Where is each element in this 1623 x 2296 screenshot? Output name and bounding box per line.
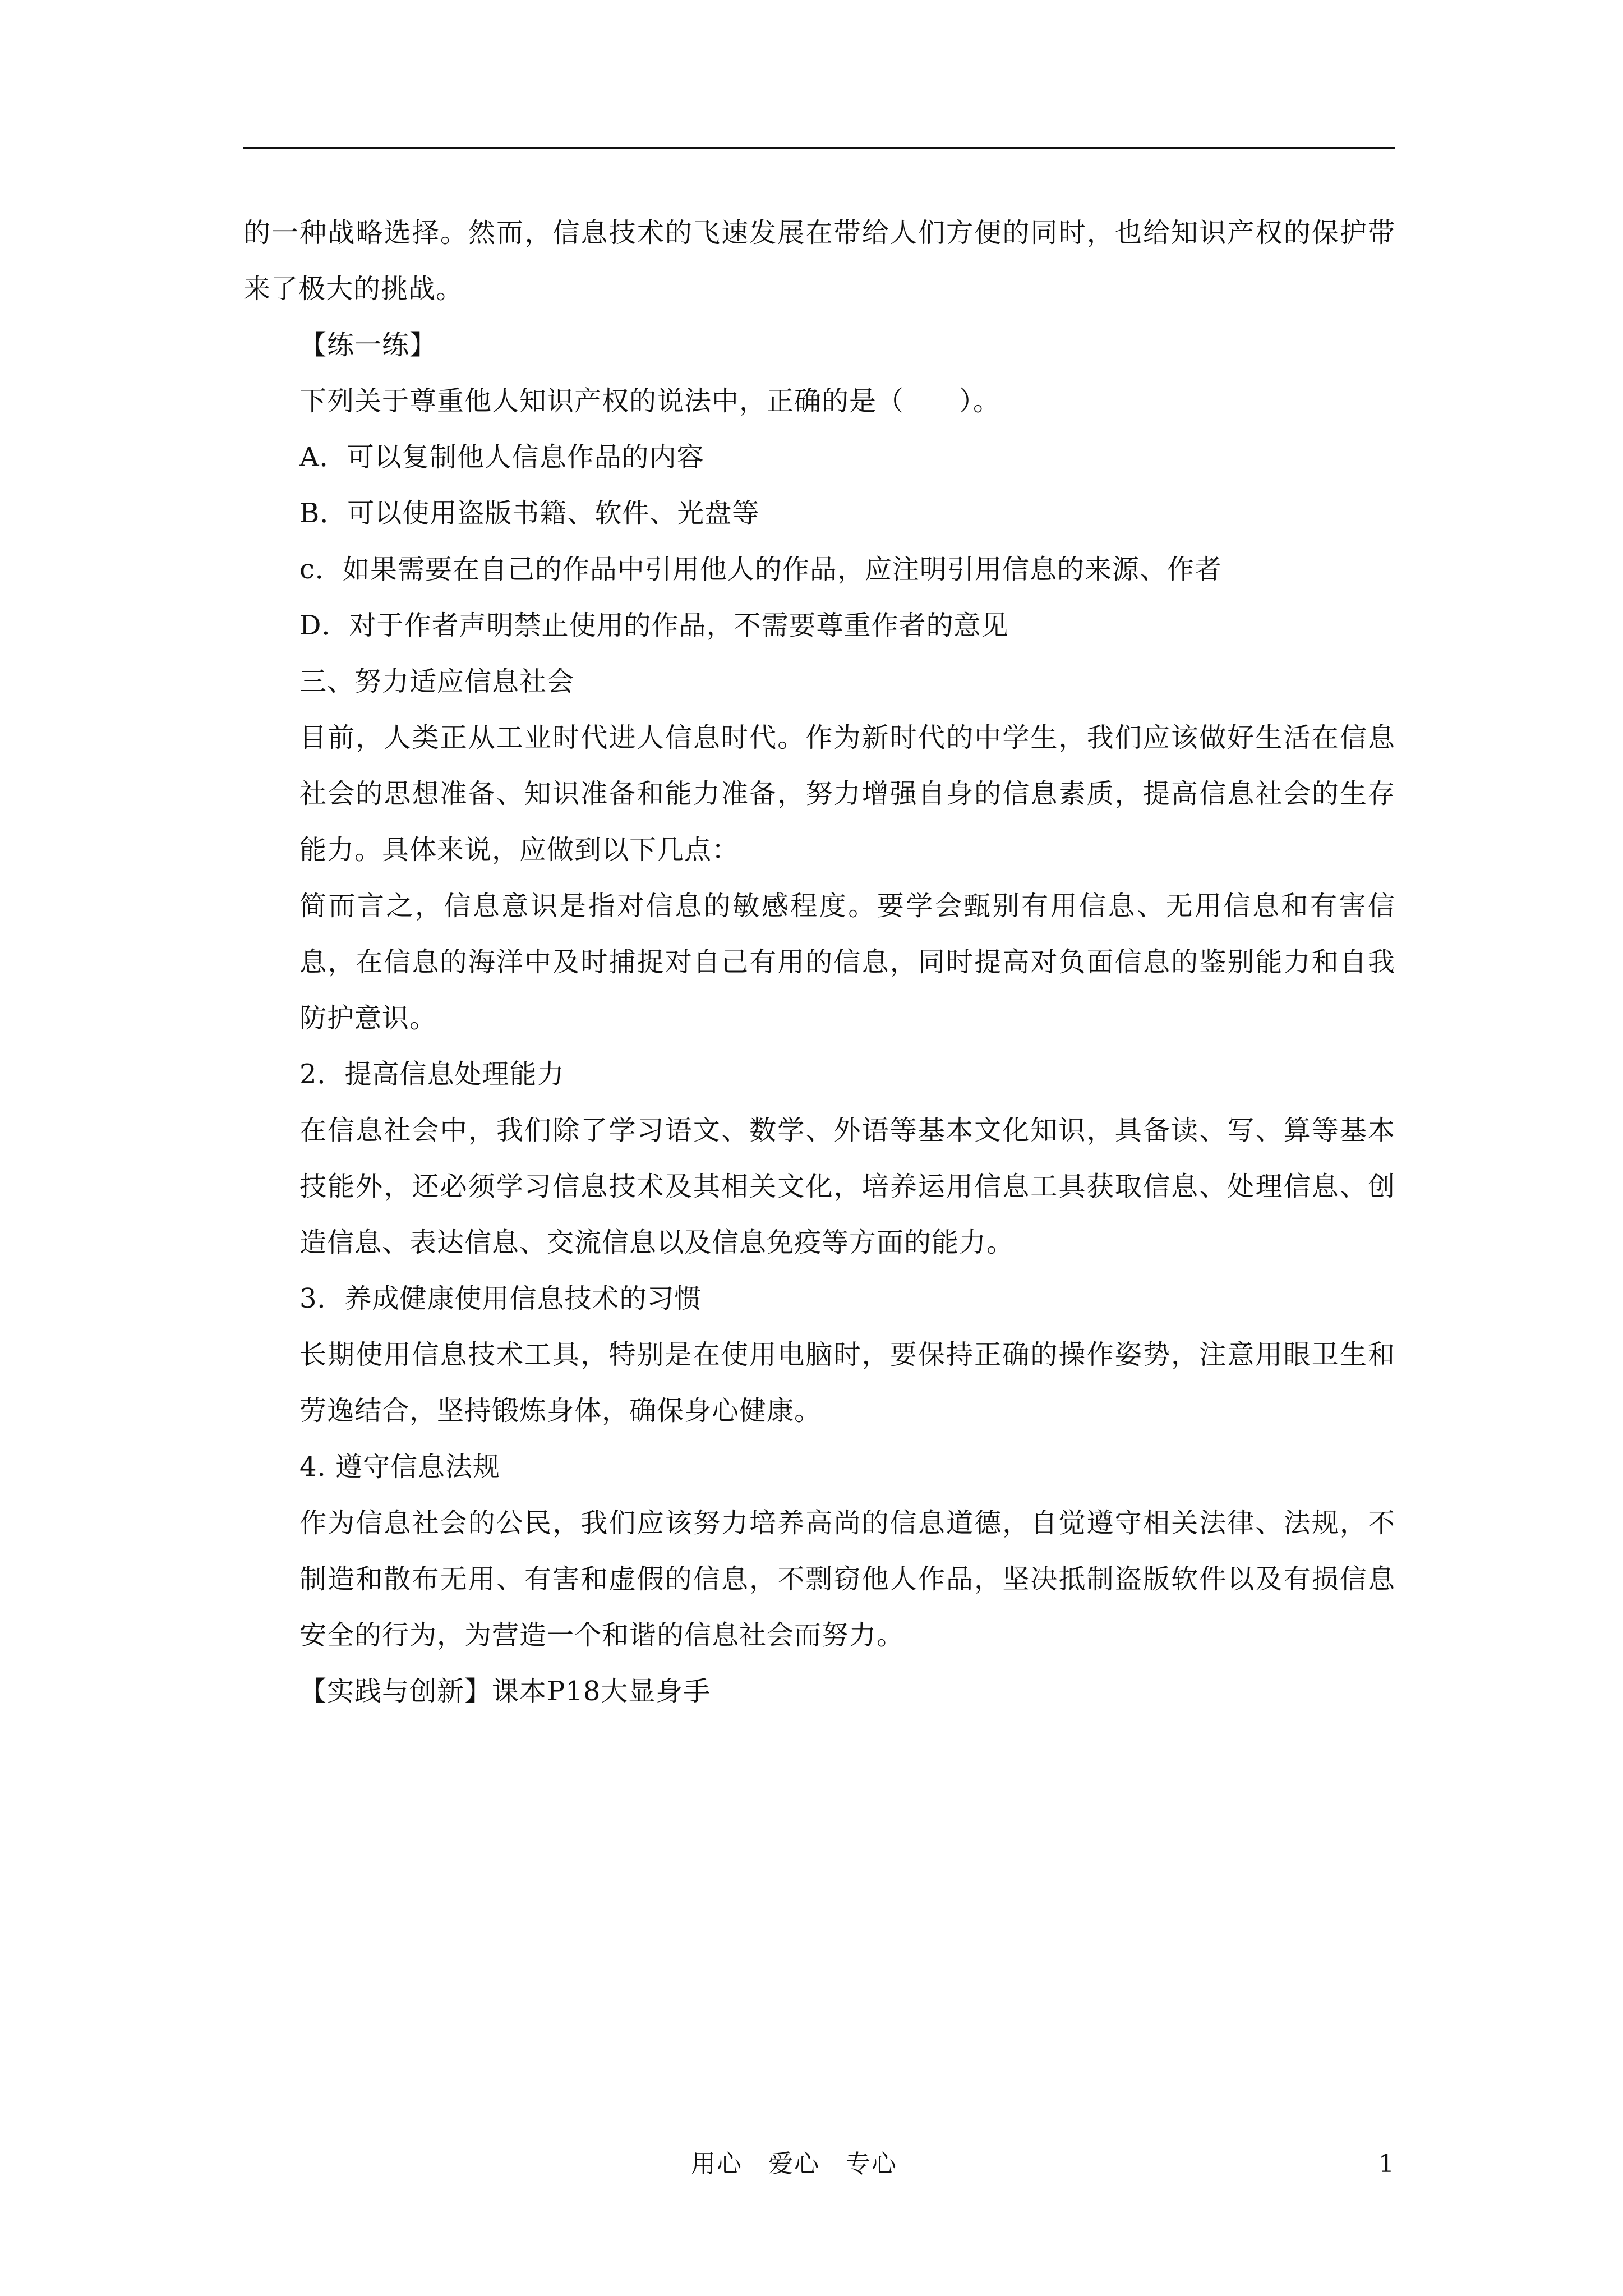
section-heading: 三、努力适应信息社会 xyxy=(299,666,575,697)
paragraph: 作为信息社会的公民，我们应该努力培养高尚的信息道德，自觉遵守相关法律、法规，不制造和散布无用、有害和虚假的信息，不剽窃他人作品，坚决抵制盗版软件以及有损信息安全的行为，为营造一个和谐的信息社会而努力。 xyxy=(299,1507,1395,1651)
paragraph: 的一种战略选择。然而，信息技术的飞速发展在带给人们方便的同时，也给知识产权的保护带来了极大的挑战。 xyxy=(243,217,1395,305)
question-stem: 下列关于尊重他人知识产权的说法中，正确的是（ ）。 xyxy=(299,385,1001,417)
option-d: D．对于作者声明禁止使用的作品，不需要尊重作者的意见 xyxy=(299,610,1009,641)
option-b: B．可以使用盗版书籍、软件、光盘等 xyxy=(299,498,760,529)
header-rule xyxy=(243,147,1395,149)
option-a: A．可以复制他人信息作品的内容 xyxy=(299,441,704,473)
practice-note: 【实践与创新】课本P18大显身手 xyxy=(299,1676,711,1707)
paragraph: 在信息社会中，我们除了学习语文、数学、外语等基本文化知识，具备读、写、算等基本技能外，还必须学习信息技术及其相关文化，培养运用信息工具获取信息、处理信息、创造信息、表达信息、交流信息以及信息免疫等方面的能力。 xyxy=(299,1115,1395,1258)
paragraph: 目前，人类正从工业时代进人信息时代。作为新时代的中学生，我们应该做好生活在信息社会的思想准备、知识准备和能力准备，努力增强自身的信息素质，提高信息社会的生存能力。具体来说，应做到以下几点： xyxy=(299,722,1395,866)
document-body xyxy=(243,205,1395,1719)
footer-motto: 用心 爱心 专心 xyxy=(691,2150,897,2178)
practice-heading: 【练一练】 xyxy=(299,329,437,361)
subsection-heading: 3．养成健康使用信息技术的习惯 xyxy=(299,1283,702,1314)
paragraph: 简而言之，信息意识是指对信息的敏感程度。要学会甄别有用信息、无用信息和有害信息，在信息的海洋中及时捕捉对自己有用的信息，同时提高对负面信息的鉴别能力和自我防护意识。 xyxy=(299,890,1395,1034)
subsection-heading: 2．提高信息处理能力 xyxy=(299,1059,565,1090)
subsection-heading: 4. 遵守信息法规 xyxy=(299,1451,501,1483)
option-c: c．如果需要在自己的作品中引用他人的作品，应注明引用信息的来源、作者 xyxy=(299,554,1222,585)
page-footer xyxy=(0,2147,1623,2181)
paragraph: 长期使用信息技术工具，特别是在使用电脑时，要保持正确的操作姿势，注意用眼卫生和劳逸结合，坚持锻炼身体，确保身心健康。 xyxy=(299,1339,1395,1427)
page-number: 1 xyxy=(1378,2150,1394,2178)
